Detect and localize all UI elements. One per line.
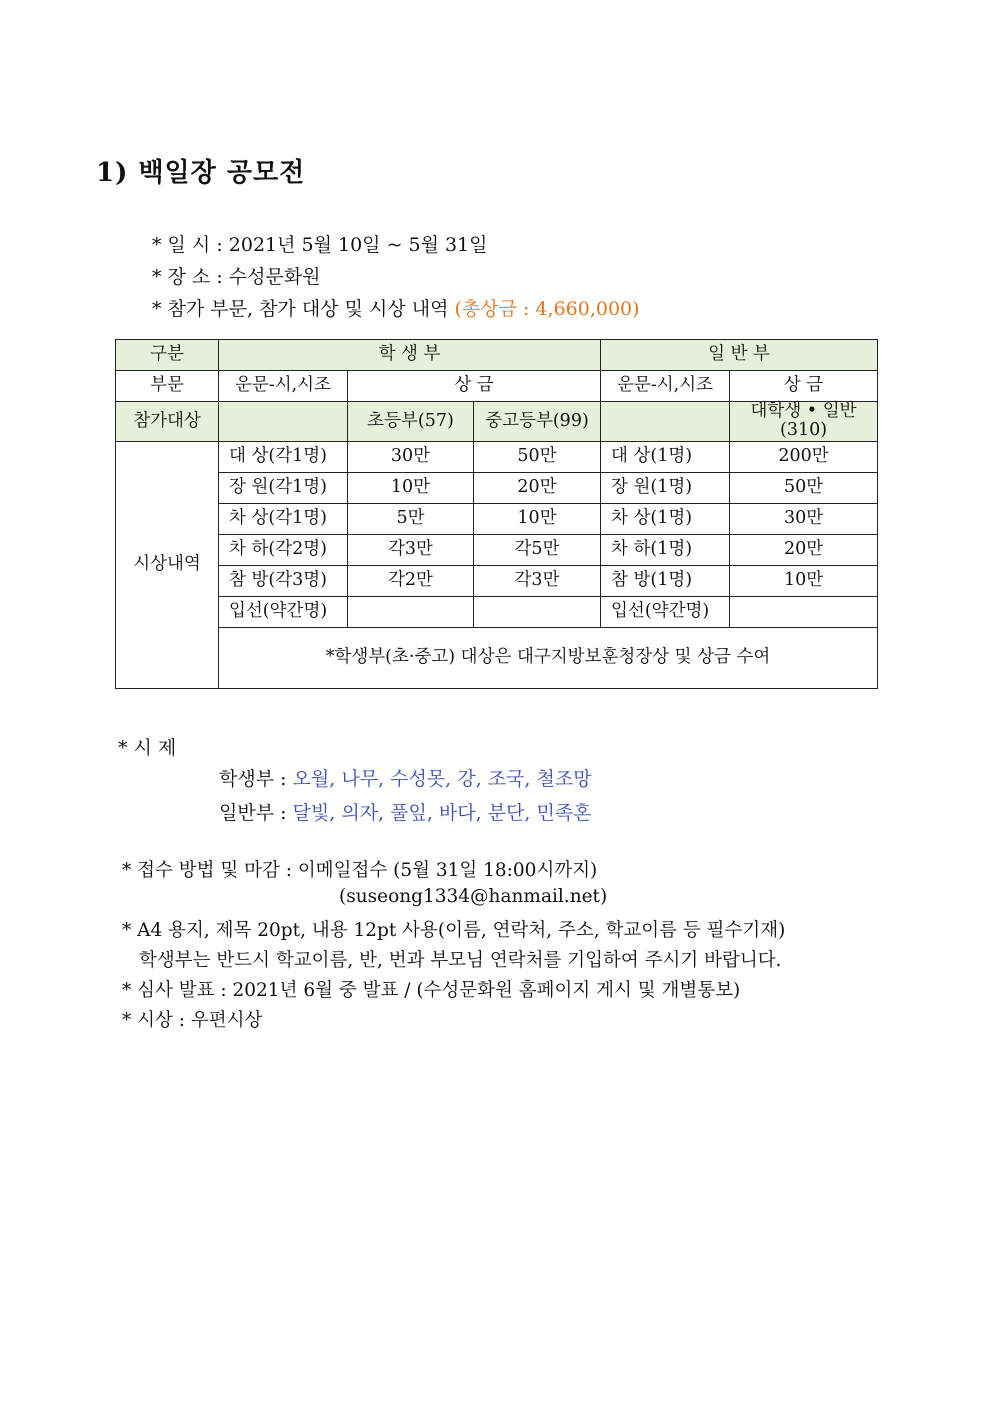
student-award: 차 상(각1명) — [219, 503, 348, 534]
info-place: * 장 소 : 수성문화원 — [152, 266, 321, 288]
header-gubun: 구분 — [116, 340, 219, 371]
award-label: 시상내역 — [116, 441, 219, 688]
elem-prize: 각2만 — [348, 565, 474, 596]
student-topics-label: 학생부 : — [219, 768, 293, 790]
target-empty — [219, 402, 348, 442]
general-award: 참 방(1명) — [601, 565, 730, 596]
table-row — [116, 596, 878, 627]
student-info: 학생부는 반드시 학교이름, 반, 번과 부모님 연락처를 기입하여 주시기 바랍니다. — [139, 950, 782, 971]
general-prize: 50만 — [730, 472, 878, 503]
student-topics-line — [219, 764, 592, 791]
general-prize: 30만 — [730, 503, 878, 534]
student-award: 입선(약간명) — [219, 596, 348, 627]
award-method: * 시상 : 우편시상 — [122, 1010, 263, 1031]
target-empty-general — [601, 402, 730, 442]
header-bumun: 부문 — [116, 371, 219, 402]
mid-prize: 각5만 — [474, 534, 601, 565]
topics-heading: * 시 제 — [118, 737, 177, 759]
mid-prize — [474, 596, 601, 627]
submit-email: (suseong1334@hanmail.net) — [339, 886, 608, 907]
table-row — [116, 503, 878, 534]
target-elementary: 초등부(57) — [348, 402, 474, 442]
elem-prize: 10만 — [348, 472, 474, 503]
mid-prize: 10만 — [474, 503, 601, 534]
table-target-row — [116, 402, 878, 442]
header-general: 일 반 부 — [601, 340, 878, 371]
general-prize: 10만 — [730, 565, 878, 596]
submit-info: * 접수 방법 및 마감 : 이메일접수 (5월 31일 18:00시까지) — [122, 860, 598, 881]
table-note: *학생부(초·중고) 대상은 대구지방보훈청장상 및 상금 수여 — [219, 627, 878, 688]
header-prize-student: 상 금 — [348, 371, 601, 402]
general-award: 입선(약간명) — [601, 596, 730, 627]
header-unmun-student: 운문-시,시조 — [219, 371, 348, 402]
general-award: 차 상(1명) — [601, 503, 730, 534]
info-date: * 일 시 : 2021년 5월 10일 ~ 5월 31일 — [152, 234, 488, 256]
target-middle-high: 중고등부(99) — [474, 402, 601, 442]
target-general: 대학생 • 일반(310) — [730, 402, 878, 442]
student-award: 차 하(각2명) — [219, 534, 348, 565]
general-prize: 200만 — [730, 441, 878, 472]
general-prize — [730, 596, 878, 627]
table-note-row — [116, 627, 878, 688]
header-prize-general: 상 금 — [730, 371, 878, 402]
format-info: * A4 용지, 제목 20pt, 내용 12pt 사용(이름, 연락처, 주소, 학교이름 등 필수기재) — [122, 920, 786, 941]
review-info: * 심사 발표 : 2021년 6월 중 발표 / (수성문화원 홈페이지 게시 및 개별통보) — [122, 980, 741, 1001]
general-award: 장 원(1명) — [601, 472, 730, 503]
info-categories — [152, 294, 640, 321]
header-target: 참가대상 — [116, 402, 219, 442]
table-row — [116, 472, 878, 503]
student-award: 대 상(각1명) — [219, 441, 348, 472]
page-title: 1) 백일장 공모전 — [96, 158, 306, 188]
elem-prize: 5만 — [348, 503, 474, 534]
table-row — [116, 534, 878, 565]
prize-table — [115, 339, 878, 689]
general-prize: 20만 — [730, 534, 878, 565]
header-unmun-general: 운문-시,시조 — [601, 371, 730, 402]
elem-prize — [348, 596, 474, 627]
student-award: 장 원(각1명) — [219, 472, 348, 503]
elem-prize: 각3만 — [348, 534, 474, 565]
general-topics: 달빛, 의자, 풀잎, 바다, 분단, 민족혼 — [292, 802, 592, 824]
header-student: 학 생 부 — [219, 340, 601, 371]
student-topics: 오월, 나무, 수성못, 강, 조국, 철조망 — [292, 768, 592, 790]
mid-prize: 50만 — [474, 441, 601, 472]
mid-prize: 20만 — [474, 472, 601, 503]
student-award: 참 방(각3명) — [219, 565, 348, 596]
table-bumun-row — [116, 371, 878, 402]
table-row — [116, 565, 878, 596]
general-award: 차 하(1명) — [601, 534, 730, 565]
general-award: 대 상(1명) — [601, 441, 730, 472]
total-prize: (총상금 : 4,660,000) — [454, 298, 640, 320]
categories-text: * 참가 부문, 참가 대상 및 시상 내역 — [152, 298, 455, 320]
mid-prize: 각3만 — [474, 565, 601, 596]
general-topics-line — [219, 798, 592, 825]
table-row — [116, 441, 878, 472]
general-topics-label: 일반부 : — [219, 802, 293, 824]
table-header-row — [116, 340, 878, 371]
elem-prize: 30만 — [348, 441, 474, 472]
